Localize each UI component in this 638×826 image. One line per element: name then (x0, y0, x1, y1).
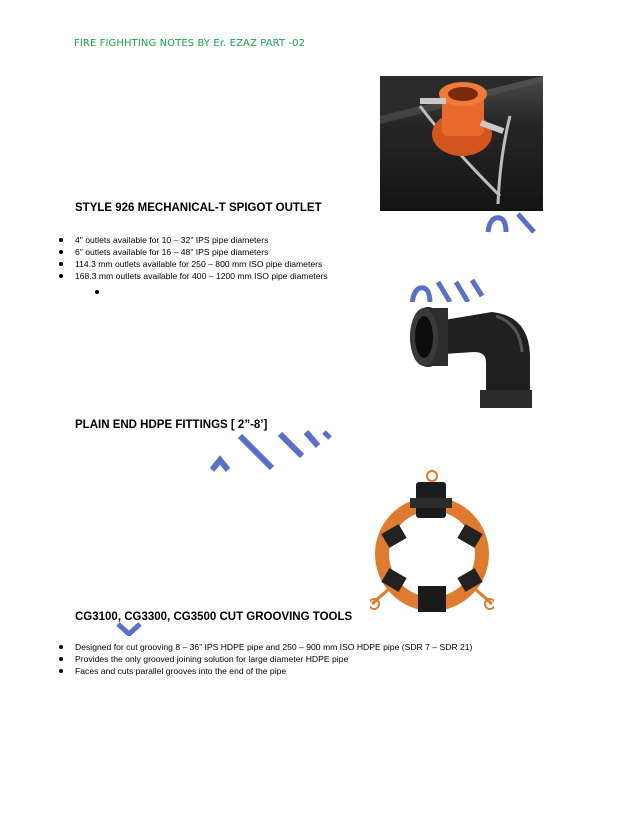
grooving-bullet-list (58, 641, 472, 677)
list-item: 6" outlets available for 16 – 48" IPS pipe diameters (58, 246, 328, 258)
watermark-fragment (210, 430, 340, 472)
grooving-tools-title: CG3100, CG3300, CG3500 CUT GROOVING TOOLS (75, 611, 353, 623)
list-item: 168.3 mm outlets available for 400 – 1200 mm ISO pipe diameters (58, 270, 328, 282)
list-item: Provides the only grooved joining solution for large diameter HDPE pipe (58, 653, 472, 665)
hdpe-elbow-photo (404, 302, 536, 412)
watermark-fragment (484, 208, 544, 234)
page-header: FIRE FIGHHTING NOTES BY Er. EZAZ PART -02 (74, 38, 306, 49)
spigot-outlet-photo (380, 76, 543, 211)
list-item: Faces and cuts parallel grooves into the end of the pipe (58, 665, 472, 677)
list-item: Designed for cut grooving 8 – 36” IPS HDPE pipe and 250 – 900 mm ISO HDPE pipe (SDR 7 – SDR 21) (58, 641, 472, 653)
grooving-tool-photo (370, 468, 494, 616)
hdpe-fittings-title: PLAIN END HDPE FITTINGS [ 2”-8’] (75, 419, 268, 431)
empty-bullet (95, 290, 99, 294)
watermark-fragment (116, 622, 142, 636)
spigot-outlet-title: STYLE 926 MECHANICAL-T SPIGOT OUTLET (75, 202, 322, 214)
list-item: 114.3 mm outlets available for 250 – 800 mm ISO pipe diameters (58, 258, 328, 270)
list-item: 4" outlets available for 10 – 32" IPS pipe diameters (58, 234, 328, 246)
spigot-bullet-list (58, 234, 328, 282)
